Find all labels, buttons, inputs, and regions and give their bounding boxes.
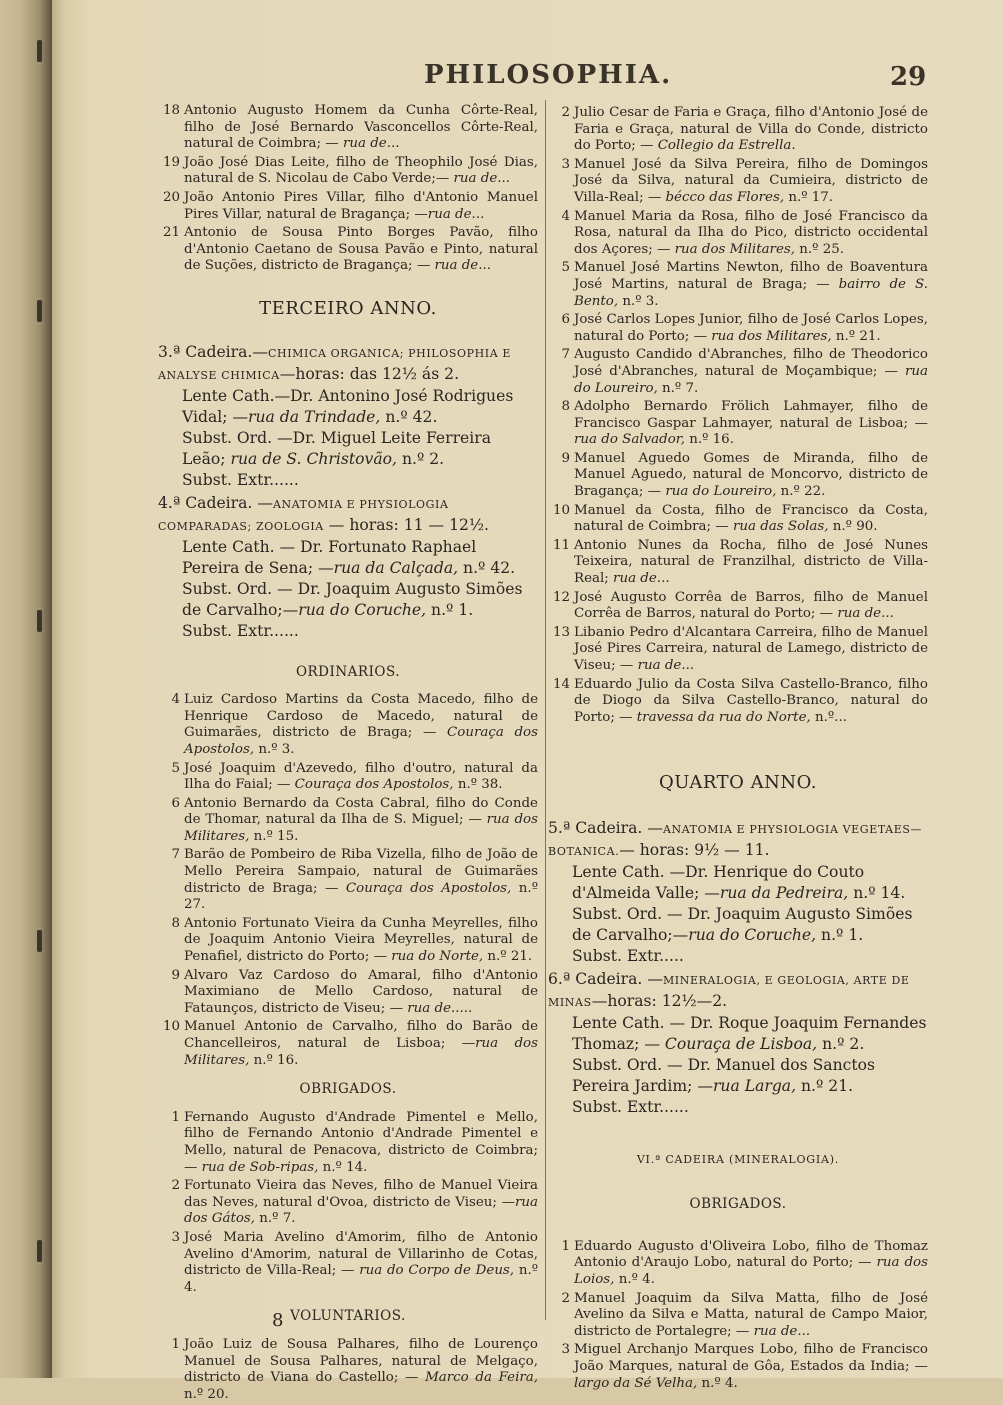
subst-extr-line: Subst. Extr......: [182, 470, 299, 489]
list-item: 2 Manuel Joaquim da Silva Matta, filho de José Avelino da Silva e Matta, natural de Campo Maior, districto de Portalegre; — rua de...: [561, 1290, 928, 1339]
ordinarios-list: [158, 692, 538, 1069]
obrigados-list: [158, 1110, 538, 1297]
section-title-obrigados: OBRIGADOS.: [689, 1196, 787, 1213]
right-column: [548, 105, 928, 1394]
list-item: 8 Adolpho Bernardo Frölich Lahmayer, filho de Francisco Gaspar Lahmayer, natural de Lisboa; — rua do Salvador, n.º 16.: [561, 399, 928, 448]
list-item: 21 Antonio de Sousa Pinto Borges Pavão, filho d'Antonio Caetano de Sousa Pavão e Pinto, natural de Suções, districto de Bragança; — rua de...: [162, 225, 538, 274]
section-title-vi-cadeira: VI.ª CADEIRA (MINERALOGIA).: [636, 1152, 840, 1166]
list-item: 19 João José Dias Leite, filho de Theophilo José Dias, natural de S. Nicolau de Cabo Verde;— rua de...: [162, 154, 538, 187]
section-title-voluntarios: VOLUNTARIOS.: [290, 1308, 406, 1325]
list-item: 5 José Joaquim d'Azevedo, filho d'outro, natural da Ilha do Faial; — Couraça dos Apostolos, n.º 38.: [171, 760, 538, 793]
list-item: 7 Augusto Candido d'Abranches, filho de Theodorico José d'Abranches, natural de Moçambique; — rua do Loureiro, n.º 7.: [561, 347, 928, 396]
cadeira-block: [158, 342, 538, 491]
subst-ord-line: Subst. Ord. — Dr. Joaquim Augusto Simões de Carvalho;—rua do Coruche, n.º 1.: [572, 904, 913, 944]
list-item: 10 Manuel da Costa, filho de Francisco da Costa, natural de Coimbra; — rua das Solas, n.º 90.: [552, 502, 928, 535]
subst-extr-line: Subst. Extr......: [572, 1097, 689, 1116]
cadeira-block: [548, 818, 928, 967]
list-item: 5 Manuel José Martins Newton, filho de Boaventura José Martins, natural de Braga; — bairro de S. Bento, n.º 3.: [561, 260, 928, 309]
list-item: 1 João Luiz de Sousa Palhares, filho de Lourenço Manuel de Sousa Palhares, natural de Melgaço, districto de Viana do Castello; — Marco da Feira, n.º 20.: [171, 1336, 538, 1402]
section-title-terceiro: TERCEIRO ANNO.: [259, 297, 437, 319]
binding-stitch: [37, 40, 42, 62]
list-item: 3 Manuel José da Silva Pereira, filho de Domingos José da Silva, natural da Cumieira, districto de Villa-Real; — bécco das Flores, n.º 17.: [561, 156, 928, 205]
section-title-ordinarios: ORDINARIOS.: [295, 663, 401, 680]
cadeira-heading: 5.ª Cadeira. —ANATOMIA E PHYSIOLOGIA VEGETAES—BOTANICA.— horas: 9½ — 11.: [548, 818, 923, 859]
list-item: 3 Miguel Archanjo Marques Lobo, filho de Francisco João Marques, natural de Gôa, Estados da India; — largo da Sé Velha, n.º 4.: [561, 1342, 928, 1391]
subst-ord-line: Subst. Ord. — Dr. Manuel dos Sanctos Pereira Jardim; —rua Larga, n.º 21.: [572, 1055, 875, 1095]
list-item: [548, 728, 928, 745]
subst-extr-line: Subst. Extr......: [182, 621, 299, 640]
continuation-list: [548, 105, 928, 745]
list-item: 6 Antonio Bernardo da Costa Cabral, filho do Conde de Thomar, natural da Ilha de S. Miguel; — rua dos Militares, n.º 15.: [171, 795, 538, 844]
list-item: 7 Barão de Pombeiro de Riba Vizella, filho de João de Mello Pereira Sampaio, natural de Guimarães districto de Braga; — Couraça dos Apostolos, n.º 27.: [171, 847, 538, 913]
cadeira-heading: 6.ª Cadeira. —MINERALOGIA, E GEOLOGIA, ARTE DE MINAS—horas: 12½—2.: [548, 969, 910, 1010]
list-item: 8 Antonio Fortunato Vieira da Cunha Meyrelles, filho de Joaquim Antonio Vieira Meyrelles, natural de Penafiel, districto do Porto; — rua do Norte, n.º 21.: [171, 915, 538, 965]
list-item: 3 José Maria Avelino d'Amorim, filho de Antonio Avelino d'Amorim, natural de Villarinho de Cotas, districto de Villa-Real; — rua do Corpo de Deus, n.º 4.: [171, 1229, 539, 1295]
list-item: 2 Fortunato Vieira das Neves, filho de Manuel Vieira das Neves, natural d'Ovoa, districto de Viseu; —rua dos Gátos, n.º 7.: [171, 1178, 538, 1227]
cadeira-heading: 3.ª Cadeira.—CHIMICA ORGANICA; PHILOSOPHIA E ANALYSE CHIMICA—horas: das 12½ ás 2.: [158, 342, 511, 383]
lente-line: Lente Cath.—Dr. Antonino José Rodrigues Vidal; —rua da Trindade, n.º 42.: [182, 386, 514, 426]
subst-extr-line: Subst. Extr.....: [572, 946, 684, 965]
column-divider: [545, 100, 546, 1320]
voluntarios-list: [158, 1337, 538, 1403]
list-item: 4 Luiz Cardoso Martins da Costa Macedo, filho de Henrique Cardoso de Macedo, natural de Guimarães, districto de Braga; — Couraça dos Apostolos, n.º 3.: [171, 692, 538, 757]
list-item: 2 Julio Cesar de Faria e Graça, filho d'Antonio José de Faria e Graça, natural de Villa do Conde, districto do Porto; — Collegio da Estrella.: [561, 105, 928, 154]
obrigados-list: [548, 1239, 928, 1392]
list-item: 9 Manuel Aguedo Gomes de Miranda, filho de Manuel Aguedo, natural de Moncorvo, districto de Bragança; — rua do Loureiro, n.º 22.: [561, 450, 928, 500]
binding-stitch: [37, 930, 42, 952]
list-item: 20 João Antonio Pires Villar, filho d'Antonio Manuel Pires Villar, natural de Bragança; —rua de...: [162, 189, 538, 222]
lente-line: Lente Cath. —Dr. Henrique do Couto d'Almeida Valle; —rua da Pedreira, n.º 14.: [572, 862, 906, 902]
list-item: 1 Eduardo Augusto d'Oliveira Lobo, filho de Thomaz Antonio d'Araujo Lobo, natural do Porto; — rua dos Loios, n.º 4.: [561, 1238, 928, 1287]
cadeira-heading: 4.ª Cadeira. —ANATOMIA E PHYSIOLOGIA COMPARADAS; ZOOLOGIA — horas: 11 — 12½.: [158, 493, 490, 534]
list-item: 10 Manuel Antonio de Carvalho, filho do Barão de Chancelleiros, natural de Lisboa; —rua dos Militares, n.º 16.: [162, 1019, 538, 1068]
list-item: 11 Antonio Nunes da Rocha, filho de José Nunes Teixeira, natural de Franzilhal, districto de Villa-Real; rua de...: [552, 537, 928, 587]
list-item: 14 Eduardo Julio da Costa Silva Castello-Branco, filho de Diogo da Silva Castello-Branco, natural do Porto; — travessa da rua do Norte, n.º...: [552, 676, 928, 725]
binding-stitch: [37, 300, 42, 322]
list-item: 18 Antonio Augusto Homem da Cunha Côrte-Real, filho de José Bernardo Vasconcellos Côrte-Real, natural de Coimbra; — rua de...: [162, 103, 538, 152]
subst-ord-line: Subst. Ord. —Dr. Miguel Leite Ferreira Leão; rua de S. Christovão, n.º 2.: [182, 428, 492, 468]
cadeira-block: [158, 493, 538, 642]
book-spine: [0, 0, 52, 1378]
section-title-obrigados: OBRIGADOS.: [299, 1081, 397, 1098]
signature-mark: 8: [272, 1310, 284, 1331]
lente-line: Lente Cath. — Dr. Roque Joaquim Fernandes Thomaz; — Couraça de Lisboa, n.º 2.: [572, 1013, 927, 1053]
list-item: 1 Fernando Augusto d'Andrade Pimentel e Mello, filho de Fernando Antonio d'Andrade Pimentel e Mello, natural de Penacova, districto de Coimbra; — rua de Sob-ripas, n.º 14.: [171, 1109, 538, 1175]
left-column: [158, 103, 538, 1405]
subst-ord-line: Subst. Ord. — Dr. Joaquim Augusto Simões de Carvalho;—rua do Coruche, n.º 1.: [182, 579, 523, 619]
list-item: 4 Manuel Maria da Rosa, filho de José Francisco da Rosa, natural da Ilha do Pico, districto occidental dos Açores; — rua dos Militares, n.º 25.: [561, 208, 928, 257]
page-number: 29: [890, 62, 927, 92]
lente-line: Lente Cath. — Dr. Fortunato Raphael Pereira de Sena; —rua da Calçada, n.º 42.: [182, 537, 516, 577]
cadeira-block: [548, 969, 928, 1118]
page-header-title: PHILOSOPHIA.: [424, 60, 673, 90]
binding-stitch: [37, 1240, 42, 1262]
list-item: 9 Alvaro Vaz Cardoso do Amaral, filho d'Antonio Maximiano de Mello Cardoso, natural de Fataunços, districto de Viseu; — rua de.....: [171, 967, 538, 1016]
section-title-quarto: QUARTO ANNO.: [658, 771, 817, 793]
list-item: 12 José Augusto Corrêa de Barros, filho de Manuel Corrêa de Barros, natural do Porto; — rua de...: [552, 589, 928, 622]
list-item: 6 José Carlos Lopes Junior, filho de José Carlos Lopes, natural do Porto; — rua dos Militares, n.º 21.: [561, 312, 928, 344]
continuation-list: [158, 103, 538, 275]
list-item: 13 Libanio Pedro d'Alcantara Carreira, filho de Manuel José Pires Carreira, natural de Lamego, districto de Viseu; — rua de...: [552, 624, 928, 673]
binding-stitch: [37, 610, 42, 632]
